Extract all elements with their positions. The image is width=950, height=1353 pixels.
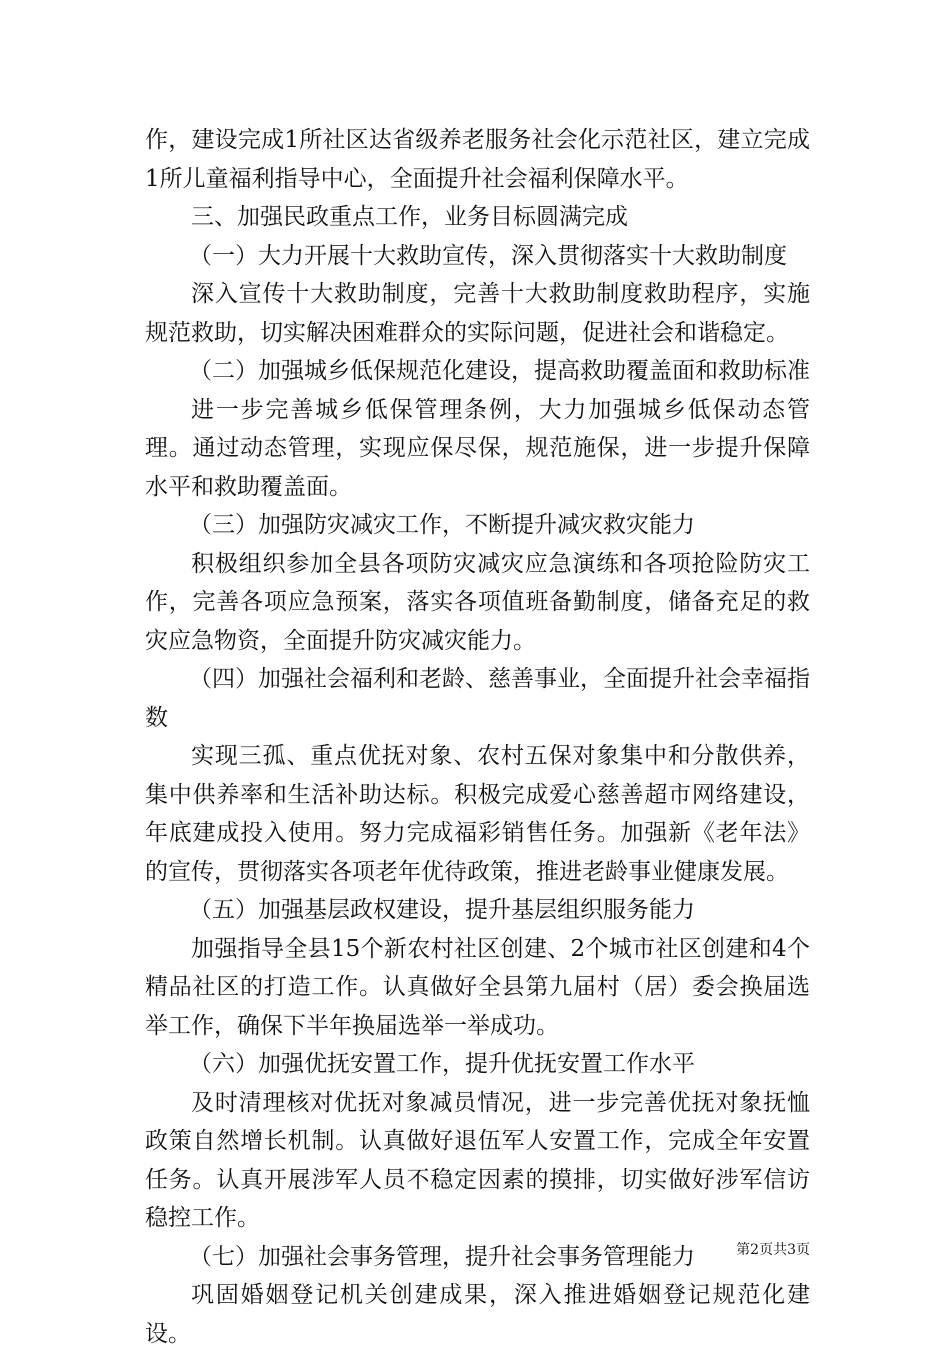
page-number: 第2页共3页 — [736, 1242, 810, 1258]
section-heading-3: 三、加强民政重点工作，业务目标圆满完成 — [191, 204, 628, 230]
paragraph: 实现三孤、重点优抚对象、农村五保对象集中和分散供养，集中供养率和生活补助达标。积极完成爱心慈善超市网络建设，年底建成投入使用。努力完成福彩销售任务。加强新《老年法》的宣传，贯彻落实各项老年优待政策，推进老龄事业健康发展。 — [145, 743, 810, 885]
subheading-7: （七）加强社会事务管理，提升社会事务管理能力 — [189, 1243, 695, 1270]
subheading-4: （四）加强社会福利和老龄、慈善事业，全面提升社会幸福指数 — [145, 666, 810, 731]
paragraph: 巩固婚姻登记机关创建成果，深入推进婚姻登记规范化建设。 — [145, 1282, 810, 1347]
subheading-6: （六）加强优抚安置工作，提升优抚安置工作水平 — [189, 1051, 695, 1077]
paragraph: 加强指导全县15个新农村社区创建、2个城市社区创建和4个精品社区的打造工作。认真做好全县第九届村（居）委会换届选举工作，确保下半年换届选举一举成功。 — [145, 935, 810, 1039]
subheading-1: （一）大力开展十大救助宣传，深入贯彻落实十大救助制度 — [189, 242, 787, 269]
paragraph: 进一步完善城乡低保管理条例，大力加强城乡低保动态管理。通过动态管理，实现应保尽保，规范施保，进一步提升保障水平和救助覆盖面。 — [145, 396, 810, 500]
document-body — [145, 121, 810, 1353]
subheading-5: （五）加强基层政权建设，提升基层组织服务能力 — [189, 897, 695, 923]
paragraph: 及时清理核对优抚对象减员情况，进一步完善优抚对象抚恤政策自然增长机制。认真做好退伍军人安置工作，完成全年安置任务。认真开展涉军人员不稳定因素的摸排，切实做好涉军信访稳控工作。 — [145, 1089, 810, 1231]
paragraph: 深入宣传十大救助制度，完善十大救助制度救助程序，实施规范救助，切实解决困难群众的实际问题，促进社会和谐稳定。 — [145, 281, 810, 346]
paragraph-continuation: 作，建设完成1所社区达省级养老服务社会化示范社区，建立完成1所儿童福利指导中心，全面提升社会福利保障水平。 — [145, 127, 810, 192]
paragraph: 积极组织参加全县各项防灾减灾应急演练和各项抢险防灾工作，完善各项应急预案，落实各项值班备勤制度，储备充足的救灾应急物资，全面提升防灾减灾能力。 — [145, 550, 810, 654]
subheading-2: （二）加强城乡低保规范化建设，提高救助覆盖面和救助标准 — [189, 358, 810, 384]
subheading-3: （三）加强防灾减灾工作，不断提升减灾救灾能力 — [189, 512, 695, 538]
